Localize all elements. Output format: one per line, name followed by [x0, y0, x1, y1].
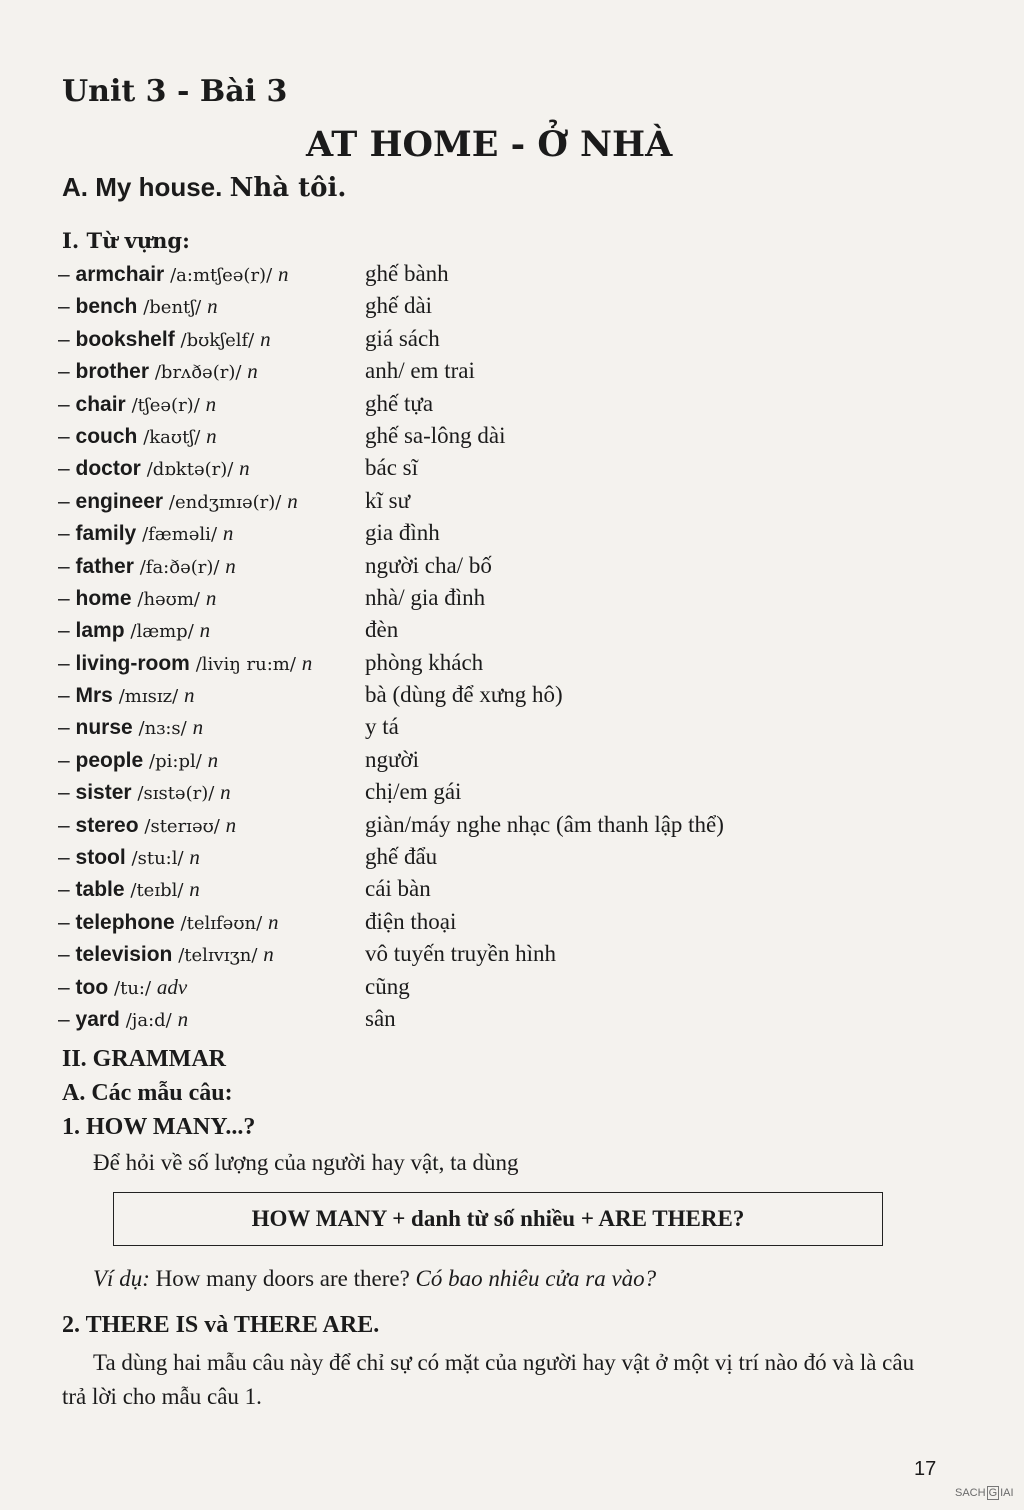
vocab-ipa: /kaʊtʃ/: [143, 426, 201, 448]
vocab-meaning: giàn/máy nghe nhạc (âm thanh lập thể): [365, 811, 724, 837]
vocab-ipa: /stu:l/: [131, 848, 184, 870]
vocab-meaning: người: [365, 746, 420, 772]
vocab-pos: n: [225, 812, 237, 837]
list-dash: –: [58, 263, 76, 286]
vocab-meaning: sân: [365, 1005, 396, 1031]
vocab-entry: [58, 614, 210, 648]
vocab-word: stool: [75, 846, 126, 870]
patterns-heading: A. Các mẫu câu:: [62, 1080, 233, 1106]
vocab-ipa: /a:mtʃeə(r)/: [170, 265, 273, 286]
list-dash: –: [58, 943, 76, 967]
vocab-word: stereo: [75, 813, 139, 837]
vocab-entry: [58, 420, 217, 454]
list-dash: –: [58, 651, 76, 675]
vocab-pos: n: [268, 909, 279, 934]
vocab-word: nurse: [75, 716, 133, 740]
formula-box: [113, 1192, 883, 1246]
vocab-ipa: /dɒktə(r)/: [146, 459, 234, 481]
vocab-entry: [58, 550, 236, 584]
vocab-pos: n: [205, 585, 217, 610]
vocab-word: father: [75, 554, 134, 578]
vocab-ipa: /liviŋ ru:m/: [195, 653, 296, 675]
vocab-meaning: anh/ em trai: [365, 358, 475, 384]
vocab-row: [58, 744, 958, 776]
vocab-word: doctor: [75, 457, 141, 481]
list-dash: –: [58, 489, 76, 513]
vocab-word: Mrs: [75, 684, 113, 708]
list-dash: –: [58, 684, 76, 708]
vocab-word: too: [75, 975, 109, 999]
vocab-word: people: [75, 748, 144, 772]
example-vi: Có bao nhiêu cửa ra vào?: [415, 1266, 657, 1291]
vocab-word: table: [75, 878, 125, 902]
section-a-en: A. My house.: [62, 172, 223, 202]
watermark-right: IAI: [1000, 1487, 1014, 1499]
example-label: Ví dụ:: [93, 1266, 150, 1291]
section-a-vn: Nhà tôi.: [229, 173, 347, 203]
page-number: 17: [914, 1458, 937, 1480]
vocab-word: bookshelf: [75, 327, 175, 351]
vocab-meaning: điện thoại: [365, 908, 457, 934]
vocab-word: brother: [75, 360, 150, 384]
vocab-entry: [58, 679, 195, 713]
list-dash: –: [58, 748, 76, 772]
vocab-pos: n: [263, 942, 274, 967]
vocab-row: [58, 711, 958, 743]
vocab-row: [58, 517, 958, 549]
list-dash: –: [58, 586, 76, 610]
vocab-entry: [58, 744, 218, 778]
vocab-word: lamp: [75, 619, 125, 643]
thereis-description: Ta dùng hai mẫu câu này để chỉ sự có mặt của người hay vật ở một vị trí nào đó và là câu trả lời cho mẫu câu 1.: [62, 1350, 915, 1409]
vocab-meaning: bà (dùng để xưng hô): [365, 682, 563, 708]
vocab-word: couch: [75, 424, 138, 448]
vocab-meaning: giá sách: [365, 325, 440, 351]
watermark-left: SACH: [955, 1487, 986, 1499]
list-dash: –: [58, 554, 76, 578]
list-dash: –: [58, 878, 76, 902]
vocab-entry: [58, 290, 218, 324]
vocab-pos: n: [301, 650, 313, 675]
vocab-word: television: [75, 943, 173, 967]
list-dash: –: [58, 522, 76, 546]
vocab-meaning: nhà/ gia đình: [365, 584, 486, 610]
vocab-pos: n: [225, 553, 236, 578]
vocab-word: armchair: [75, 263, 165, 286]
formula-text: HOW MANY + danh từ số nhiều + ARE THERE?: [251, 1206, 745, 1231]
vocab-meaning: kĩ sư: [365, 487, 411, 513]
vocab-entry: [58, 841, 200, 875]
vocab-row: [58, 679, 958, 711]
list-dash: –: [58, 457, 76, 481]
vocab-pos: n: [260, 326, 271, 351]
howmany-heading: 1. HOW MANY...?: [62, 1114, 256, 1140]
vocab-word: sister: [75, 781, 132, 805]
vocab-meaning: cái bàn: [365, 876, 431, 902]
vocab-row: [58, 452, 958, 484]
vocab-word: chair: [75, 392, 126, 416]
vocab-pos: n: [199, 618, 211, 643]
vocab-meaning: ghế sa-lông dài: [365, 422, 506, 448]
vocab-ipa: /tu:/: [114, 977, 152, 999]
vocab-pos: n: [239, 456, 250, 481]
vocab-list: [58, 258, 958, 1035]
vocab-pos: n: [206, 423, 217, 448]
vocab-pos: n: [207, 294, 218, 319]
vocab-word: family: [75, 522, 137, 546]
vocab-ipa: /læmp/: [130, 621, 194, 643]
list-dash: –: [58, 619, 76, 643]
list-dash: –: [58, 813, 76, 837]
vocab-meaning: cũng: [365, 973, 410, 999]
vocab-row: [58, 971, 958, 1003]
example-sentence: [93, 1266, 656, 1292]
list-dash: –: [58, 295, 76, 319]
vocab-row: [58, 323, 958, 355]
vocab-ipa: /telɪfəʊn/: [180, 912, 263, 934]
vocab-ipa: /nɜ:s/: [138, 718, 187, 740]
list-dash: –: [58, 392, 76, 416]
vocab-meaning: gia đình: [365, 520, 440, 546]
vocab-meaning: ghế bành: [365, 261, 449, 286]
vocab-word: engineer: [75, 489, 164, 513]
watermark-box: G: [988, 1487, 998, 1499]
list-dash: –: [58, 975, 76, 999]
vocab-meaning: ghế đẩu: [365, 844, 438, 870]
vocab-pos: n: [177, 1006, 189, 1031]
vocab-row: [58, 258, 958, 290]
vocab-row: [58, 1003, 958, 1035]
list-dash: –: [58, 424, 76, 448]
vocab-pos: n: [247, 359, 258, 384]
vocab-entry: [58, 323, 271, 357]
main-title: AT HOME - Ở NHÀ: [306, 124, 673, 165]
vocab-pos: n: [207, 747, 219, 772]
vocab-row: [58, 776, 958, 808]
list-dash: –: [58, 910, 76, 934]
vocab-meaning: ghế dài: [365, 293, 433, 319]
list-dash: –: [58, 716, 76, 740]
vocab-ipa: /fæməli/: [142, 524, 218, 546]
vocab-ipa: /sɪstə(r)/: [137, 783, 215, 805]
vocab-pos: n: [278, 262, 289, 286]
vocab-meaning: ghế tựa: [365, 390, 434, 416]
list-dash: –: [58, 846, 76, 870]
vocab-row: [58, 841, 958, 873]
vocab-pos: n: [287, 488, 298, 513]
vocab-entry: [58, 647, 312, 681]
example-en: How many doors are there?: [155, 1266, 410, 1291]
vocab-row: [58, 550, 958, 582]
vocab-entry: [58, 452, 250, 486]
vocab-entry: [58, 971, 187, 1005]
list-dash: –: [58, 360, 76, 384]
vocab-row: [58, 485, 958, 517]
vocab-pos: n: [205, 391, 217, 416]
vocab-ipa: /həʊm/: [137, 588, 200, 610]
vocab-meaning: vô tuyến truyền hình: [365, 941, 556, 967]
vocab-ipa: /teɪbl/: [130, 880, 184, 902]
vocab-entry: [58, 485, 298, 519]
vocab-pos: n: [192, 715, 204, 740]
list-dash: –: [58, 1007, 76, 1031]
howmany-description: Để hỏi về số lượng của người hay vật, ta dùng: [93, 1150, 519, 1175]
vocab-entry: [58, 776, 231, 810]
vocab-entry: [58, 582, 216, 616]
list-dash: –: [58, 781, 76, 805]
vocab-entry: [58, 258, 289, 292]
vocab-entry: [58, 809, 236, 843]
vocab-meaning: phòng khách: [365, 649, 484, 675]
thereis-heading: 2. THERE IS và THERE ARE.: [62, 1312, 380, 1338]
grammar-heading: II. GRAMMAR: [62, 1046, 226, 1072]
vocab-pos: n: [189, 877, 200, 902]
vocab-row: [58, 809, 958, 841]
section-a-heading: [62, 172, 346, 203]
vocab-pos: adv: [156, 974, 188, 999]
vocab-row: [58, 873, 958, 905]
vocab-entry: [58, 711, 203, 745]
vocab-row: [58, 614, 958, 646]
vocab-pos: n: [184, 683, 195, 708]
vocab-row: [58, 582, 958, 614]
vocab-ipa: /brʌðə(r)/: [154, 362, 242, 384]
vocab-ipa: /telɪvɪʒn/: [178, 945, 258, 967]
vocab-word: home: [75, 586, 132, 610]
vocab-entry: [58, 873, 200, 907]
vocab-ipa: /mɪsɪz/: [118, 686, 179, 708]
vocab-entry: [58, 388, 216, 422]
vocab-pos: n: [189, 845, 200, 870]
unit-title: Unit 3 - Bài 3: [62, 74, 288, 109]
vocab-word: bench: [75, 295, 138, 319]
vocab-word: living-room: [75, 651, 190, 675]
vocab-entry: [58, 906, 279, 940]
vocab-ipa: /ja:d/: [125, 1009, 172, 1031]
vocab-row: [58, 647, 958, 679]
vocab-pos: n: [222, 521, 234, 546]
vocab-ipa: /bentʃ/: [143, 297, 202, 319]
vocab-pos: n: [220, 780, 231, 805]
vocab-row: [58, 290, 958, 322]
vocab-row: [58, 355, 958, 387]
vocab-entry: [58, 355, 258, 389]
vocab-ipa: /endʒɪnɪə(r)/: [168, 491, 282, 513]
vocab-word: yard: [75, 1007, 120, 1031]
vocab-meaning: y tá: [365, 714, 399, 740]
vocab-row: [58, 906, 958, 938]
vocab-meaning: bác sĩ: [365, 455, 419, 481]
vocab-row: [58, 938, 958, 970]
vocab-row: [58, 388, 958, 420]
vocab-meaning: người cha/ bố: [365, 552, 492, 578]
vocab-heading: I. Từ vựng:: [62, 228, 190, 253]
list-dash: –: [58, 327, 76, 351]
vocab-ipa: /sterɪəʊ/: [144, 815, 220, 837]
vocab-ipa: /bʊkʃelf/: [180, 329, 255, 351]
vocab-ipa: /pi:pl/: [149, 750, 202, 772]
vocab-ipa: /fa:ðə(r)/: [139, 556, 220, 578]
vocab-entry: [58, 938, 274, 972]
vocab-row: [58, 420, 958, 452]
vocab-meaning: chị/em gái: [365, 779, 462, 805]
vocab-ipa: /tʃeə(r)/: [131, 394, 200, 416]
vocab-meaning: đèn: [365, 617, 399, 643]
vocab-word: telephone: [75, 910, 175, 934]
vocab-entry: [58, 1003, 188, 1037]
watermark-logo: [955, 1486, 1014, 1500]
vocab-entry: [58, 517, 233, 551]
